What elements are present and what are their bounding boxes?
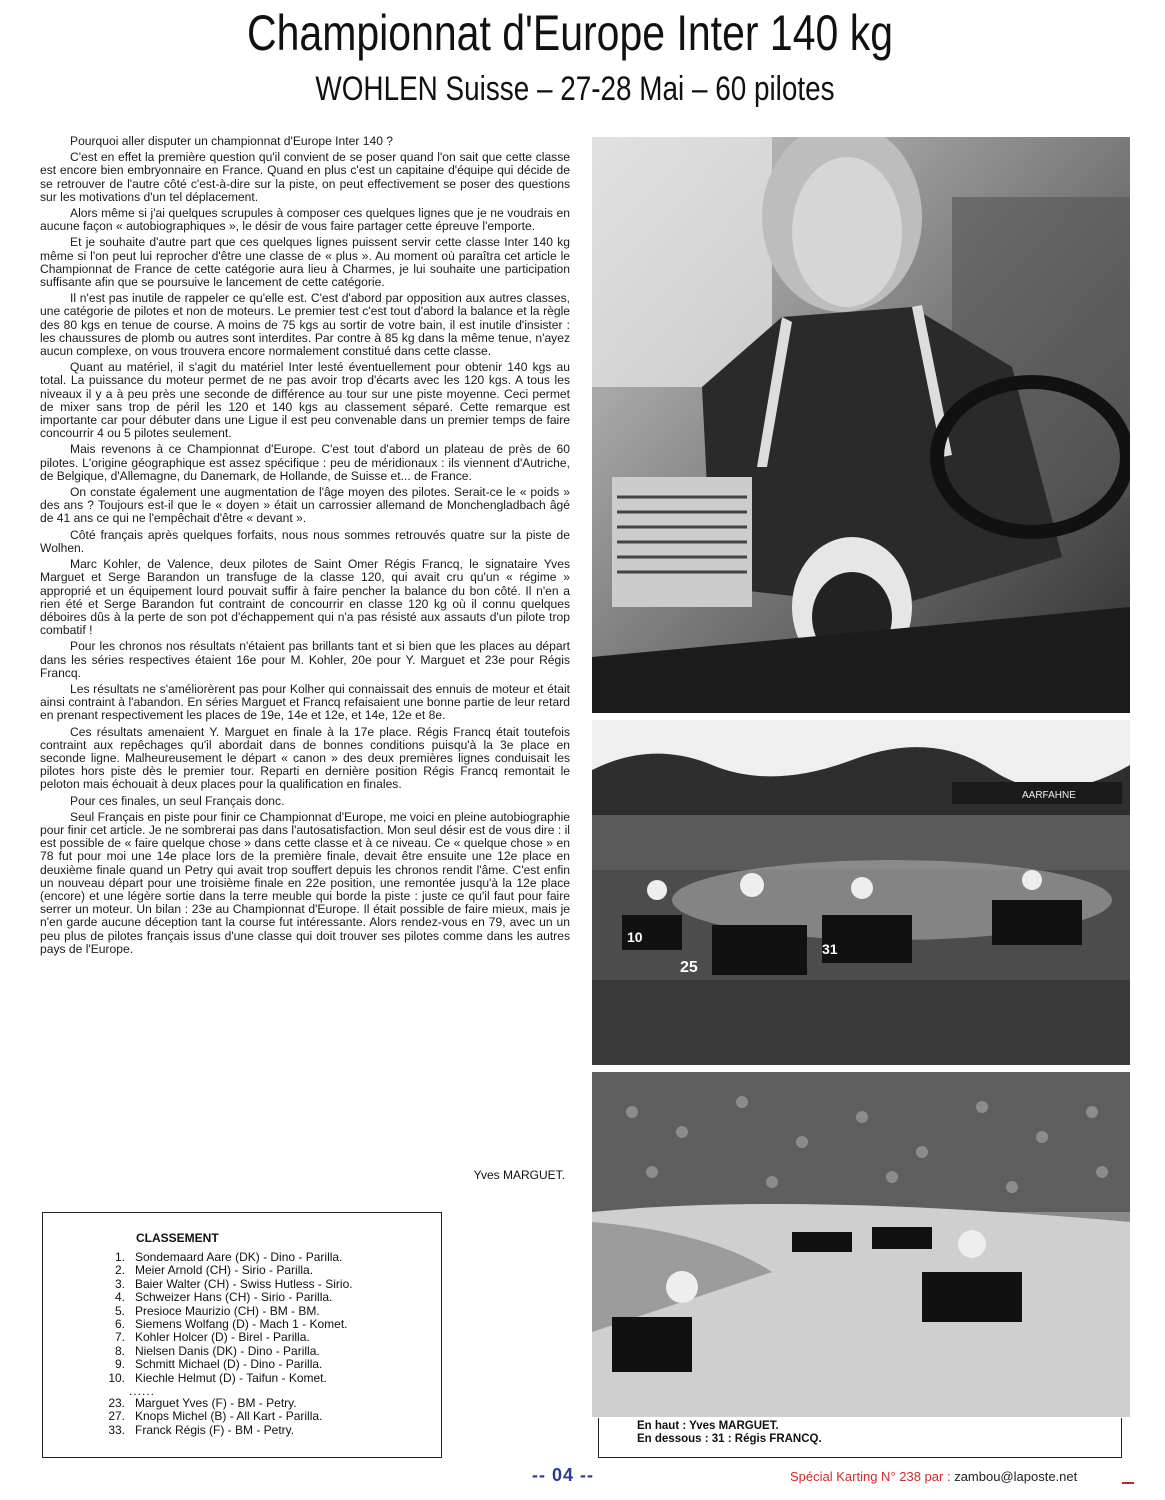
kart-number: 31 — [822, 941, 838, 957]
results-row — [83, 1345, 441, 1358]
results-position: 10. — [108, 1370, 125, 1385]
kart-number: 10 — [627, 929, 643, 945]
article-paragraph: Seul Français en piste pour finir ce Championnat d'Europe, me voici en pleine autobiographie pour finir cet article. Je ne sombrerai pas dans l'autosatisfaction. Mon seul désir est de vous dire : il est possible de « faire quelque chose » dans cette classe et à ce niveau. Ce « quelque chose » en 78 fut pour moi une 14e place lors de la première finale, devait être ensuite une 12e place en deuxième finale quand un Petry qui avait trop souffert depuis les chronos rendit l'âme. C'est enfin un nouveau départ pour une troisième finale en 22e position, une remontée jusqu'à la 12e place (encore) et une légère sortie dans la terre meuble qui borde la piste : juste ce qu'il faut pour faire serrer un moteur. Un bilan : 23e au Championnat d'Europe. Il était possible de faire mieux, mais je n'en garde aucune déception tant la course fut intéressante. Alors rendez-vous en 79, avec un un peu plus de pilotes français issus d'une classe qui doit trouver ses pilotes comme dans les autres pays de l'Europe. — [40, 809, 570, 956]
results-title: CLASSEMENT — [136, 1231, 219, 1245]
results-entry: Baier Walter (CH) - Swiss Hutless - Sirio. — [135, 1276, 353, 1291]
results-row — [83, 1264, 441, 1277]
results-position: 27. — [108, 1409, 125, 1424]
caption-top: En haut : Yves MARGUET. — [637, 1420, 779, 1432]
article-paragraph: Mais revenons à ce Championnat d'Europe. C'est tout d'abord un plateau de près de 60 pilotes. L'origine géographique est assez spécifique : peu de méridionaux : ils viennent d'Autriche, de Belgique, d'Allemagne, du Danemark, de Hollande, de Suisse et... de France. — [40, 442, 570, 483]
photo-kart-race-start — [592, 720, 1130, 1065]
article-paragraph: Côté français après quelques forfaits, nous nous sommes retrouvés quatre sur la piste de Wolhen. — [40, 527, 570, 555]
results-entry: Schmitt Michael (D) - Dino - Parilla. — [135, 1357, 323, 1372]
article-paragraph: Il n'est pas inutile de rappeler ce qu'elle est. C'est d'abord par opposition aux autres classes, une catégorie de pilotes et non de moteurs. Le premier test c'est tout d'abord la balance et la règle des 80 kgs en tenue de course. A moins de 75 kgs au sortir de votre bain, il est inutile d'insister : les chaussures de plomb ou autres sont interdites. Par contre à 85 kg dans la même tenue, n'ayez aucun complexe, on vous trouvera encore normalement constitué dans cette classe. — [40, 291, 570, 359]
results-position: 4. — [114, 1290, 125, 1305]
article-paragraph: Pour les chronos nos résultats n'étaient pas brillants tant et si bien que les places au départ dans les séries respectives étaient 16e pour M. Kohler, 20e pour Y. Marguet et 23e pour Régis Francq. — [40, 639, 570, 680]
results-separator: ...... — [129, 1383, 156, 1398]
article-paragraph: C'est en effet la première question qu'il convient de se poser quand l'on sait que cette classe est encore bien embryonnaire en France. Quand en plus c'est un capitaine d'équipe qui décide de se retrouver de l'autre côté c'est-à-dire sur la piste, on peut effectivement se poser des questions sur les motivations d'un tel déplacement. — [40, 150, 570, 204]
page-number: -- 04 -- — [532, 1465, 594, 1485]
results-entry: Kohler Holcer (D) - Birel - Parilla. — [135, 1330, 310, 1345]
results-position: 1. — [114, 1250, 125, 1264]
footer-credit — [790, 1469, 1077, 1484]
page-title: Championnat d'Europe Inter 140 kg — [246, 5, 894, 61]
photo-kart-race-crowd — [592, 1072, 1130, 1417]
results-entry: Franck Régis (F) - BM - Petry. — [135, 1422, 295, 1437]
results-row — [83, 1358, 441, 1371]
results-position: 5. — [114, 1303, 125, 1318]
footer-credit-text: Spécial Karting N° 238 par : — [790, 1469, 955, 1484]
article-paragraph: Pour ces finales, un seul Français donc. — [70, 793, 285, 808]
article-paragraph: Marc Kohler, de Valence, deux pilotes de Saint Omer Régis Francq, le signataire Yves Marguet et Serge Barandon un transfuge de la classe 120, qui avait cru qu'un « régime » approprié et un équipement lourd pouvait suffir à faire pencher la balance du bon côté. Il n'en a rien été et Serge Barandon fut contraint de concourrir en classe 120 kg où il connu quelques déboires dûs à la perte de son pot d'échappement qui n'a pas résisté aux assauts d'un pilote trop combatif ! — [40, 557, 570, 638]
kart-number: 31 — [937, 1289, 958, 1309]
results-entry: Knops Michel (B) - All Kart - Parilla. — [135, 1409, 323, 1424]
results-row — [83, 1397, 441, 1410]
results-row — [83, 1318, 441, 1331]
results-row — [83, 1278, 441, 1291]
article-paragraph: Pourquoi aller disputer un championnat d'Europe Inter 140 ? — [70, 134, 394, 148]
kart-number: 25 — [680, 959, 698, 976]
article-paragraph: Ces résultats amenaient Y. Marguet en finale à la 17e place. Régis Francq était toutefois contraint aux repêchages qu'il abordait dans de bonnes conditions puisqu'à la 3e place en seconde ligne. Malheureusement le départ « canon » des deux premières lignes conduisait les pilotes hors piste dès le premier tour. Reparti en dernière position Régis Francq remontait le peloton mais échouait à deux places pour la qualification en finales. — [40, 724, 570, 792]
results-entry: Meier Arnold (CH) - Sirio - Parilla. — [135, 1263, 314, 1278]
caption-bottom: En dessous : 31 : Régis FRANCQ. — [637, 1433, 822, 1445]
results-entry: Nielsen Danis (DK) - Dino - Parilla. — [135, 1343, 320, 1358]
results-table — [42, 1212, 442, 1458]
results-position: 33. — [108, 1422, 125, 1437]
results-row — [83, 1291, 441, 1304]
results-position: 23. — [108, 1395, 125, 1410]
article-signature: Yves MARGUET. — [473, 1168, 565, 1182]
article-body — [40, 135, 570, 959]
results-entry: Marguet Yves (F) - BM - Petry. — [135, 1395, 297, 1410]
results-position: 6. — [114, 1316, 125, 1331]
results-position: 3. — [114, 1276, 125, 1291]
results-row — [83, 1305, 441, 1318]
footer-email: zambou@laposte.net — [954, 1469, 1078, 1484]
results-row — [83, 1410, 441, 1423]
results-position: 9. — [114, 1357, 125, 1372]
results-position: 8. — [114, 1343, 125, 1358]
photo-driver-portrait — [592, 137, 1130, 713]
results-entry: Kiechle Helmut (D) - Taifun - Komet. — [135, 1370, 327, 1385]
results-entry: Sondemaard Aare (DK) - Dino - Parilla. — [135, 1250, 343, 1264]
kart-number: 39 — [617, 1340, 640, 1362]
results-row — [83, 1424, 441, 1437]
results-position: 7. — [114, 1330, 125, 1345]
results-entry: Presioce Maurizio (CH) - BM - BM. — [135, 1303, 320, 1318]
article-paragraph: Alors même si j'ai quelques scrupules à composer ces quelques lignes que je ne voudrais en aucune façon « autobiographiques », le désir de vous faire partager cette épreuve l'emporte. — [40, 206, 570, 234]
results-row — [83, 1372, 441, 1385]
page-subtitle: WOHLEN Suisse – 27-28 Mai – 60 pilotes — [315, 70, 835, 108]
results-entry: Schweizer Hans (CH) - Sirio - Parilla. — [135, 1290, 333, 1305]
banner-text: AARFAHNE — [1022, 790, 1076, 801]
results-row — [83, 1251, 441, 1264]
footer-divider — [1122, 1482, 1134, 1484]
results-entry: Siemens Wolfang (D) - Mach 1 - Komet. — [135, 1316, 348, 1331]
photo-caption — [598, 1418, 1122, 1458]
article-paragraph: On constate également une augmentation de l'âge moyen des pilotes. Serait-ce le « poids » des ans ? Toujours est-il que le « doyen » était un carrossier allemand de Monchengladbach âgé de 41 ans ce qui ne l'empêchait d'être « devant ». — [40, 485, 570, 526]
article-paragraph: Et je souhaite d'autre part que ces quelques lignes puissent servir cette classe Inter 140 kg même si l'on peut lui reprocher d'être une classe de « plus ». Au moment où paraîtra cet article le Championnat de France de cette catégorie aura lieu à Charmes, je lui souhaite une participation suffisante afin que se poursuive le lancement de cette catégorie. — [40, 235, 570, 290]
results-row — [83, 1331, 441, 1344]
article-paragraph: Les résultats ne s'améliorèrent pas pour Kolher qui connaissait des ennuis de moteur et était ainsi contraint à l'abandon. En séries Marguet et Francq refaisaient une bonne partie de leur retard en prenant respectivement les places de 19e, 14e et 12e, et 14e, 12e et 8e. — [40, 681, 570, 723]
article-paragraph: Quant au matériel, il s'agit du matériel Inter lesté éventuellement pour obtenir 140 kgs au total. La puissance du moteur permet de ne pas avoir trop d'écarts avec les 120 kgs. A tous les niveaux il y a à peu près une seconde de différence au tour sur une piste moyenne. Ceci permet de mixer sans trop de péril les 120 et 140 kgs au classement séparé. Cette remarque est importante car pour débuter dans une Ligue il est peu convenable dans un premier temps de faire concourrir 4 ou 5 pilotes seulement. — [40, 360, 570, 441]
results-position: 2. — [114, 1263, 125, 1278]
